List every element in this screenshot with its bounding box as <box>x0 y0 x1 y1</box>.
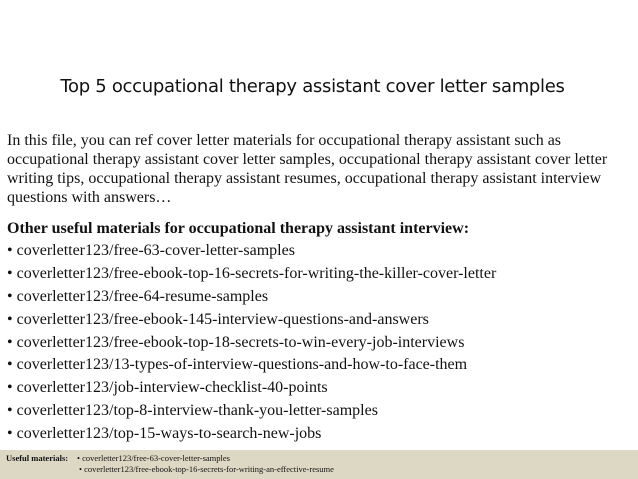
footer-link[interactable]: coverletter123/free-ebook-top-16-secrets-for-writing-an-effective-resume <box>84 464 334 474</box>
bullet-icon: • <box>7 402 13 420</box>
material-link[interactable]: coverletter123/job-interview-checklist-40-points <box>16 379 328 397</box>
bullet-icon: • <box>7 379 13 397</box>
bullet-icon: • <box>7 356 13 374</box>
materials-heading: Other useful materials for occupational therapy assistant interview: <box>7 220 470 237</box>
footer-label: Useful materials: <box>6 453 69 463</box>
material-link[interactable]: coverletter123/free-ebook-145-interview-questions-and-answers <box>16 310 429 328</box>
material-link[interactable]: coverletter123/free-ebook-top-16-secrets-for-writing-the-killer-cover-letter <box>16 264 497 282</box>
materials-list <box>7 241 496 447</box>
footer-bar <box>0 450 638 479</box>
list-item <box>7 264 496 287</box>
intro-line: writing tips, occupational therapy assistant resumes, occupational therapy assistant interview <box>7 170 602 187</box>
bullet-icon: • <box>7 264 13 282</box>
bullet-icon: • <box>79 464 82 474</box>
list-item <box>7 378 496 401</box>
material-link[interactable]: coverletter123/free-ebook-top-18-secrets-to-win-every-job-interviews <box>16 333 465 351</box>
list-item <box>7 287 496 310</box>
intro-paragraph <box>7 131 632 207</box>
footer-item <box>77 453 334 464</box>
material-link[interactable]: coverletter123/top-15-ways-to-search-new-jobs <box>16 425 322 443</box>
bullet-icon: • <box>7 242 13 259</box>
list-item <box>7 424 496 447</box>
material-link[interactable]: coverletter123/top-8-interview-thank-you-letter-samples <box>16 402 378 420</box>
list-item <box>7 333 496 356</box>
material-link[interactable]: coverletter123/free-63-cover-letter-samples <box>16 242 295 259</box>
intro-line: occupational therapy assistant cover letter samples, occupational therapy assistant cover letter <box>7 151 608 168</box>
list-item <box>7 241 496 264</box>
page-title: Top 5 occupational therapy assistant cover letter samples <box>60 76 565 97</box>
footer-link[interactable]: coverletter123/free-63-cover-letter-samples <box>82 453 230 463</box>
list-item <box>7 401 496 424</box>
bullet-icon: • <box>7 287 13 305</box>
material-link[interactable]: coverletter123/13-types-of-interview-questions-and-how-to-face-them <box>16 356 468 374</box>
footer-item <box>77 464 334 475</box>
intro-line: questions with answers… <box>7 189 172 206</box>
bullet-icon: • <box>77 453 80 463</box>
material-link[interactable]: coverletter123/free-64-resume-samples <box>16 287 269 305</box>
bullet-icon: • <box>7 310 13 328</box>
list-item <box>7 310 496 333</box>
bullet-icon: • <box>7 425 13 443</box>
bullet-icon: • <box>7 333 13 351</box>
intro-line: In this file, you can ref cover letter materials for occupational therapy assistant such as <box>7 132 562 149</box>
footer-links <box>77 453 334 475</box>
list-item <box>7 355 496 378</box>
